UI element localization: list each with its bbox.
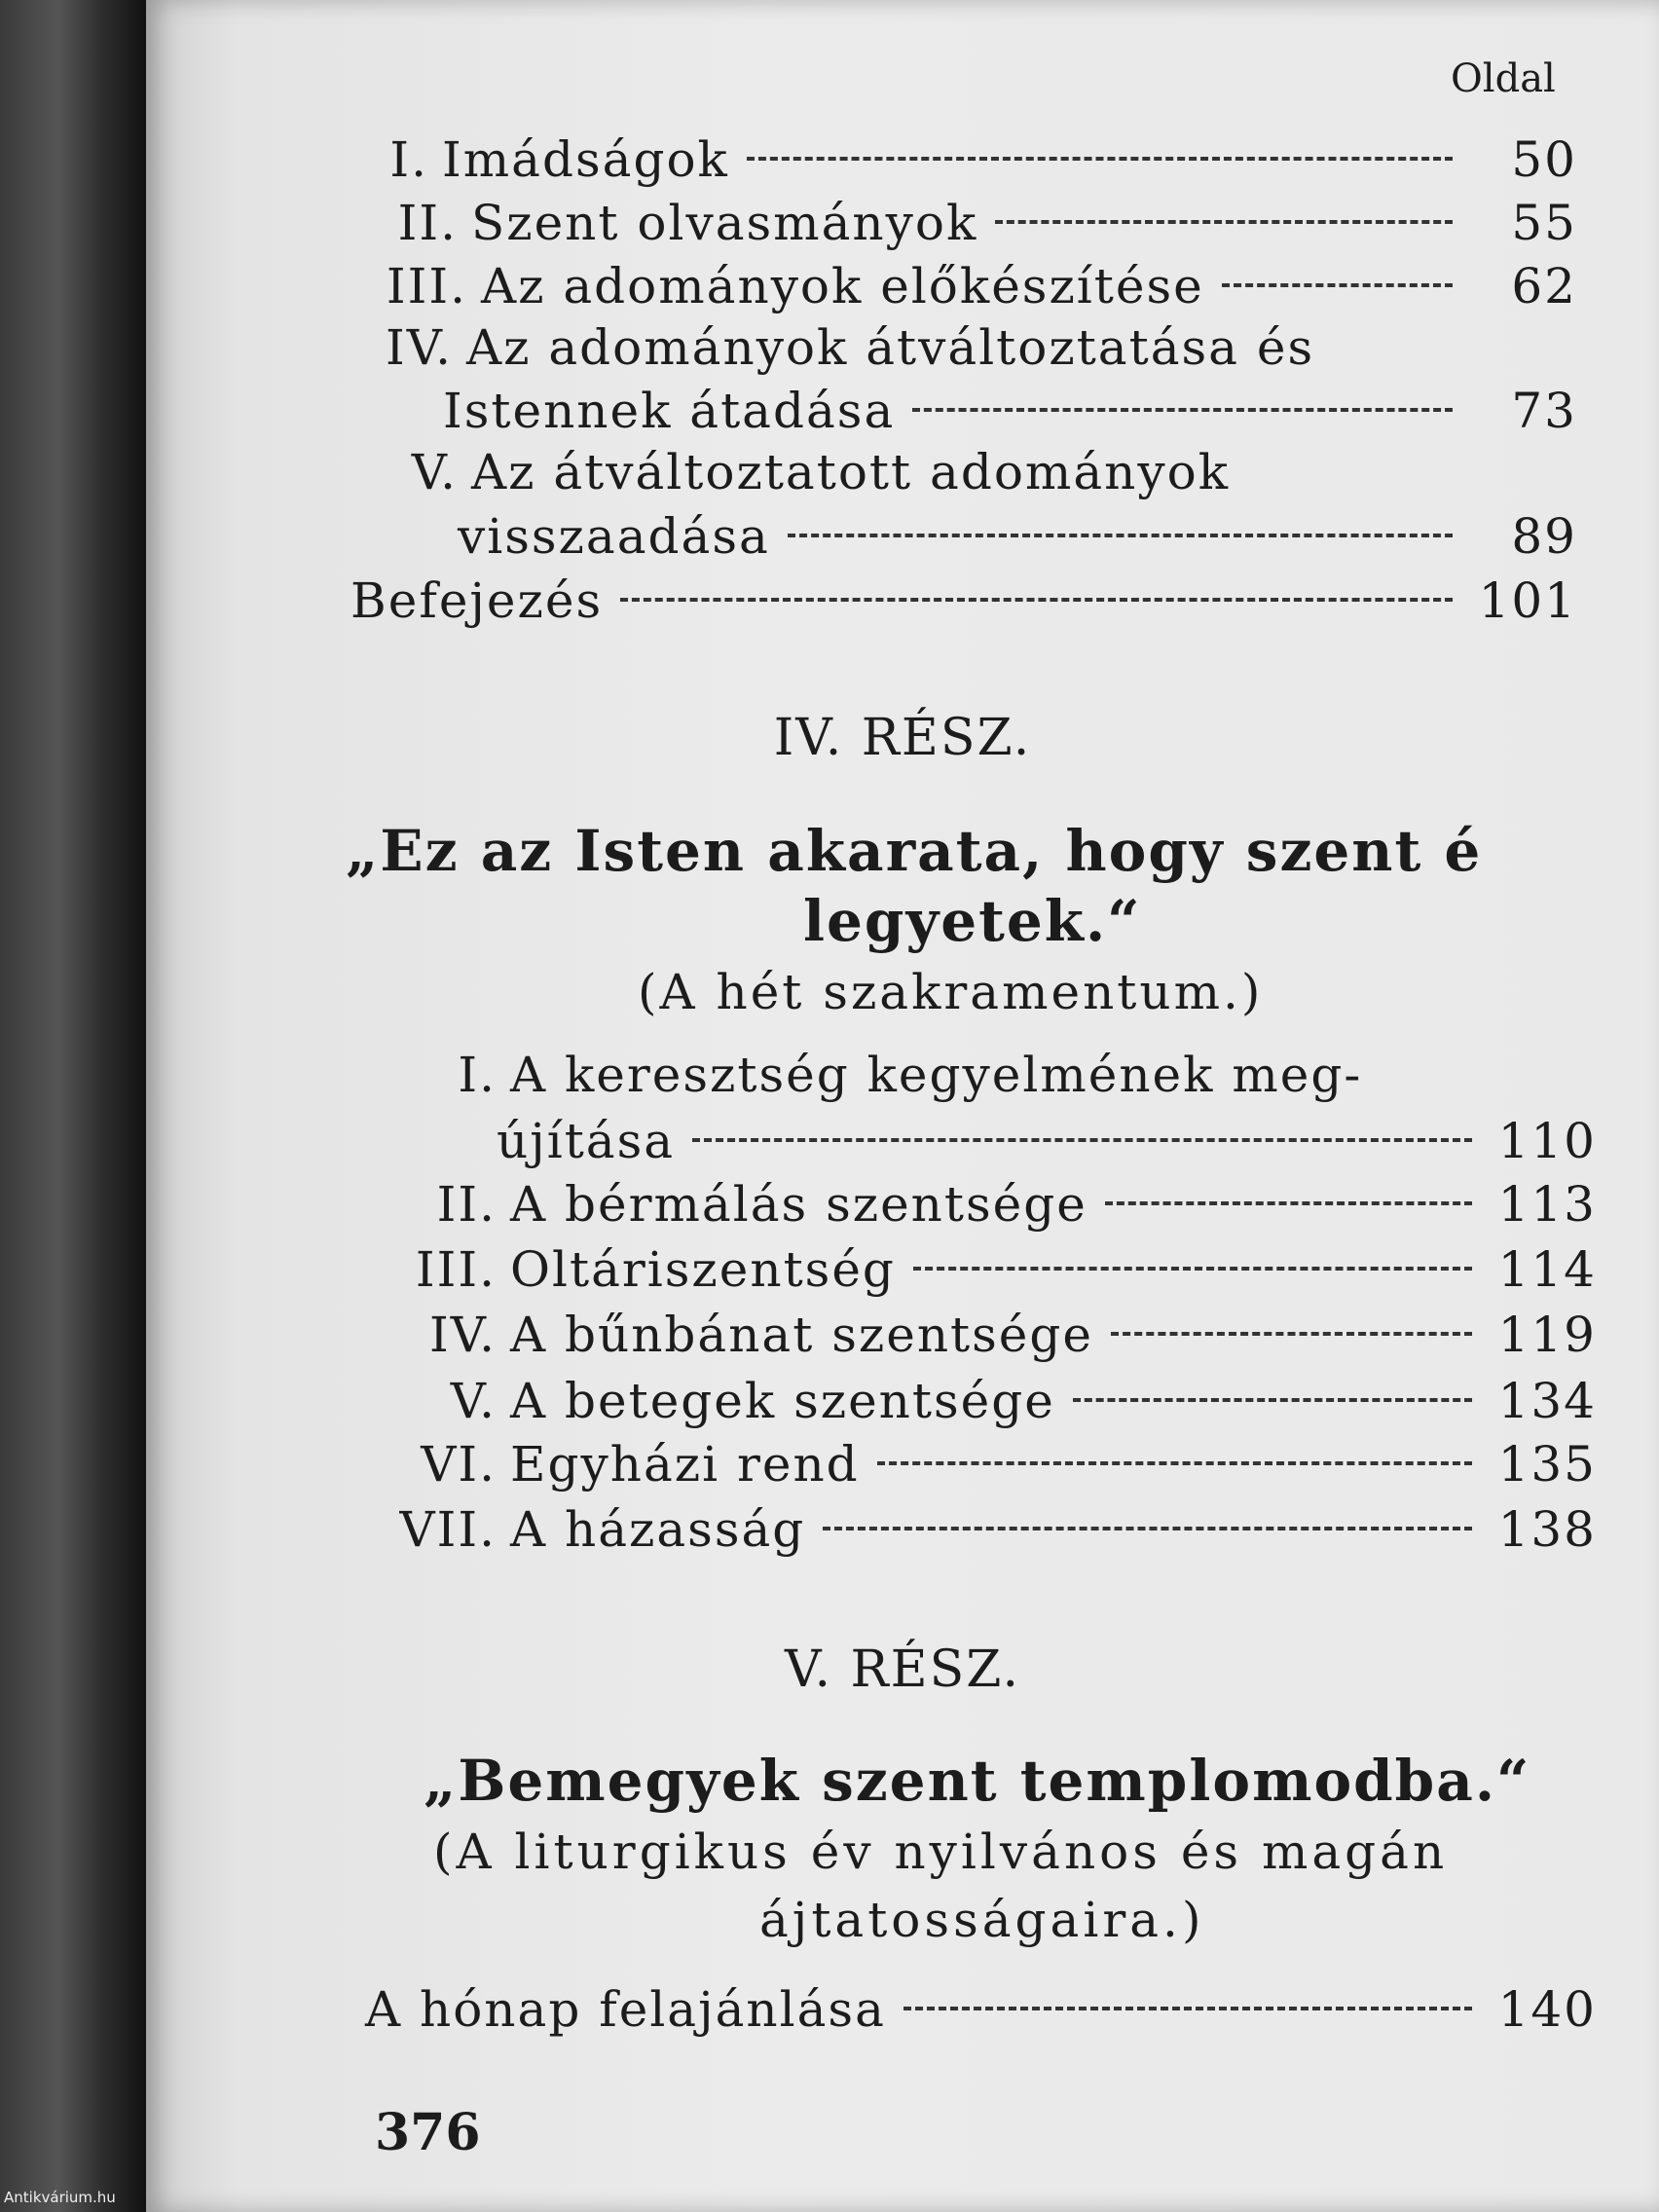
toc-row <box>350 131 1577 196</box>
leader-dots <box>747 157 1453 161</box>
toc-row <box>350 195 1577 259</box>
toc-page: 140 <box>1497 1981 1597 2038</box>
toc-number: V. <box>450 1373 497 1429</box>
toc-title: Az adományok előkészítése <box>481 258 1204 314</box>
toc-title: Befejezés <box>350 572 604 629</box>
toc-number: VII. <box>399 1501 497 1558</box>
page-column-header: Oldal <box>1451 56 1556 101</box>
toc-page: 55 <box>1511 195 1577 251</box>
toc-row <box>355 1501 1597 1566</box>
toc-row <box>370 1436 1597 1500</box>
part-subtitle: ájtatosságaira.) <box>759 1892 1205 1948</box>
toc-row-continuation <box>458 508 1577 572</box>
toc-title: A keresztség kegyelmének meg- <box>510 1047 1363 1103</box>
toc-number: I. <box>389 131 428 188</box>
part-quote: „Ez az Isten akarata, hogy szent é <box>346 818 1483 884</box>
leader-dots <box>912 408 1453 412</box>
leader-dots <box>995 220 1453 224</box>
toc-number: IV. <box>428 1307 497 1363</box>
page-number: 376 <box>375 2103 481 2162</box>
part-subtitle: (A hét szakramentum.) <box>638 964 1264 1020</box>
toc-page: 134 <box>1497 1373 1597 1429</box>
toc-row <box>370 1307 1597 1371</box>
toc-page: 113 <box>1497 1176 1597 1233</box>
leader-dots <box>823 1527 1472 1530</box>
toc-page: 138 <box>1497 1501 1597 1558</box>
toc-row <box>350 258 1577 322</box>
toc-page: 114 <box>1497 1241 1597 1298</box>
toc-row <box>389 1047 1597 1111</box>
toc-title: A bűnbánat szentsége <box>510 1307 1093 1363</box>
part-heading: V. RÉSZ. <box>784 1641 1020 1699</box>
toc-title-cont: Istennek átadása <box>443 383 896 439</box>
toc-title: A házasság <box>510 1501 806 1558</box>
toc-page: 101 <box>1478 572 1577 629</box>
toc-page: 62 <box>1511 258 1577 314</box>
toc-number: I. <box>458 1047 497 1103</box>
toc-page: 73 <box>1511 383 1577 439</box>
book-spine-shadow <box>0 0 146 2212</box>
toc-page: 110 <box>1497 1113 1597 1169</box>
part-subtitle: (A liturgikus év nyilvános és magán <box>433 1824 1449 1880</box>
toc-row <box>370 1241 1597 1306</box>
leader-dots <box>692 1138 1472 1142</box>
toc-row <box>389 1373 1597 1437</box>
toc-page: 135 <box>1497 1436 1597 1493</box>
leader-dots <box>1222 283 1453 287</box>
leader-dots <box>1111 1332 1472 1336</box>
part-heading: IV. RÉSZ. <box>773 709 1032 767</box>
toc-number: VI. <box>421 1436 497 1493</box>
toc-row <box>346 319 1577 384</box>
toc-row <box>370 444 1577 508</box>
toc-title: Az átváltoztatott adományok <box>471 444 1230 500</box>
toc-title: Szent olvasmányok <box>471 195 978 251</box>
leader-dots <box>620 598 1453 602</box>
part-quote: legyetek.“ <box>803 888 1142 954</box>
watermark: Antikvárium.hu <box>4 2189 116 2206</box>
toc-row <box>365 1981 1597 2046</box>
toc-title: Az adományok átváltoztatása és <box>466 319 1315 376</box>
toc-title: Egyházi rend <box>510 1436 860 1493</box>
toc-title-cont: visszaadása <box>458 508 770 565</box>
toc-number: V. <box>411 444 458 500</box>
toc-row-continuation <box>443 383 1577 447</box>
toc-number: III. <box>415 1241 497 1298</box>
leader-dots <box>1105 1201 1472 1205</box>
part-quote: „Bemegyek szent templomodba.“ <box>424 1748 1531 1814</box>
toc-row <box>389 1176 1597 1240</box>
toc-title: A hónap felajánlása <box>365 1981 886 2038</box>
toc-title: Imádságok <box>442 131 729 188</box>
toc-title: A betegek szentsége <box>510 1373 1055 1429</box>
toc-number: III. <box>386 258 467 314</box>
toc-number: II. <box>397 195 458 251</box>
toc-title: A bérmálás szentsége <box>510 1176 1088 1233</box>
toc-row-continuation <box>497 1113 1597 1177</box>
toc-title: Oltáriszentség <box>510 1241 896 1298</box>
leader-dots <box>788 534 1453 537</box>
leader-dots <box>877 1461 1472 1465</box>
toc-page: 119 <box>1497 1307 1597 1363</box>
toc-number: II. <box>436 1176 497 1233</box>
toc-row <box>350 572 1577 637</box>
leader-dots <box>903 2007 1472 2010</box>
leader-dots <box>1073 1398 1472 1402</box>
leader-dots <box>913 1267 1472 1271</box>
toc-page: 89 <box>1511 508 1577 565</box>
toc-number: IV. <box>385 319 453 376</box>
toc-title-cont: újítása <box>497 1113 676 1169</box>
toc-page: 50 <box>1511 131 1577 188</box>
